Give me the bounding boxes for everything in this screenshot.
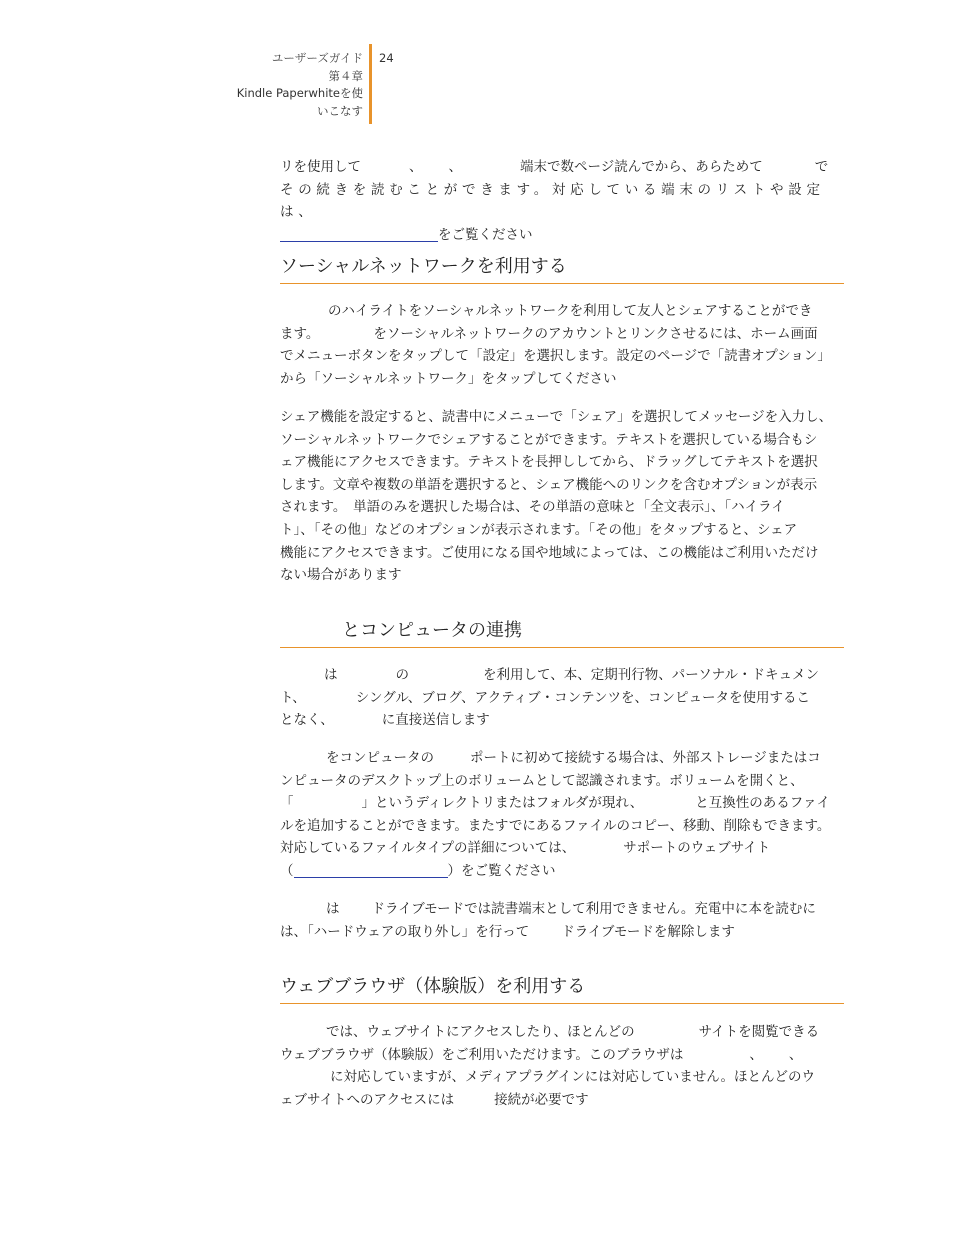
support-hyperlink[interactable] — [294, 863, 448, 878]
text-run: でメニューボタンをタップして「設定」を選択します。設定のページで「読書オプション」 — [280, 348, 831, 365]
text-line — [280, 1021, 844, 1044]
text-run: シングル、ブログ、アクティブ・コンテンツを、コンピュータを使用するこ — [355, 689, 811, 706]
intro-line-3 — [280, 224, 844, 247]
text-run: ます。 — [280, 325, 320, 342]
text-line — [280, 921, 844, 944]
text-line — [280, 709, 844, 732]
text-run: ドライブモードを解除します — [561, 923, 735, 940]
text-line — [280, 898, 844, 921]
intro-line-2 — [280, 179, 844, 224]
text-run: を利用して、本、定期刊行物、パーソナル・ドキュメン — [483, 667, 820, 683]
intro-line-1 — [280, 156, 844, 179]
text-line — [280, 1089, 844, 1112]
text-line — [280, 770, 844, 793]
chapter-title-line2: いこなす — [317, 103, 363, 118]
text-line — [280, 323, 844, 346]
guide-label: ユーザーズガイド — [271, 51, 363, 65]
text-line — [280, 564, 844, 587]
text-line — [280, 519, 844, 542]
section-heading-social: ソーシャルネットワークを利用する — [280, 254, 844, 284]
text-run: ト、 — [280, 689, 306, 706]
section-heading-browser: ウェブブラウザ（体験版）を利用する — [280, 974, 844, 1004]
text-run: のハイライトをソーシャルネットワークを利用して友人とシェアすることができ — [328, 303, 813, 319]
text-line — [280, 747, 844, 770]
text-run: ェア機能にアクセスできます。テキストを長押ししてから、ドラッグしてテキストを選択 — [280, 454, 818, 471]
text-run: 」というディレクトリまたはフォルダが現れ、 — [361, 795, 644, 812]
text-run: で — [814, 159, 829, 175]
text-run: ェブサイトへのアクセスには — [280, 1091, 455, 1108]
text-run: 端末で数ページ読んでから、あらためて — [520, 159, 763, 175]
running-header — [193, 50, 363, 120]
text-run: （ — [280, 862, 294, 879]
text-run: ウェブブラウザ（体験版）をご利用いただけます。このブラウザは — [280, 1046, 684, 1063]
heading-text: とコンピュータの連携 — [342, 620, 522, 641]
text-line — [280, 474, 844, 497]
page-number: 24 — [379, 51, 394, 65]
text-run: の — [395, 667, 409, 683]
text-line — [280, 368, 844, 391]
chapter-title-line1: Kindle Paperwhiteを使 — [236, 86, 363, 100]
text-line — [280, 1044, 844, 1067]
text-run: ）をご覧ください — [447, 862, 556, 879]
text-run: シェア機能を設定すると、読書中にメニューで「シェア」を選択してメッセージを入力し、 — [280, 409, 833, 425]
text-line — [280, 406, 844, 429]
computer-paragraph-3 — [280, 898, 844, 943]
text-run: をコンピュータの — [326, 750, 434, 766]
text-run: では、ウェブサイトにアクセスしたり、ほとんどの — [326, 1024, 635, 1040]
text-run: ない場合があります — [280, 567, 402, 584]
text-run: ソーシャルネットワークでシェアすることができます。テキストを選択している場合もシ — [280, 431, 818, 448]
text-line — [280, 429, 844, 452]
text-run: をご覧ください — [438, 226, 533, 243]
text-run: します。文章や複数の単語を選択すると、シェア機能へのリンクを含むオプションが表示 — [280, 476, 818, 493]
text-run: から「ソーシャルネットワーク」をタップしてください — [280, 370, 617, 387]
text-run: されます。 単語のみを選択した場合は、その単語の意味と「全文表示」、「ハイライ — [280, 499, 785, 516]
text-run: に対応していますが、メディアプラグインには対応していません。ほとんどのウ — [330, 1069, 816, 1086]
text-line — [280, 542, 844, 565]
text-run: サポートのウェブサイト — [623, 840, 771, 857]
text-line — [280, 300, 844, 323]
text-line — [280, 837, 844, 860]
text-run: は、「ハードウェアの取り外し」を行って — [280, 923, 530, 940]
text-run: 、 — [788, 1046, 803, 1063]
section-heading-computer — [280, 618, 844, 648]
computer-paragraph-1 — [280, 664, 844, 732]
hyperlink[interactable] — [280, 227, 438, 242]
text-run: リを使用して — [280, 159, 361, 175]
browser-paragraph-1 — [280, 1021, 844, 1111]
text-run: 接続が必要です — [494, 1091, 589, 1108]
text-run: 「 — [280, 795, 294, 812]
text-run: 機能にアクセスできます。ご使用になる国や地域によっては、この機能はご利用いただけ — [280, 544, 819, 561]
text-line — [280, 1066, 844, 1089]
text-line — [280, 451, 844, 474]
text-run: は — [326, 901, 340, 917]
social-paragraph-1 — [280, 300, 844, 390]
text-line — [280, 687, 844, 710]
text-run: 、 — [448, 159, 462, 175]
computer-paragraph-2 — [280, 747, 844, 883]
header-divider — [369, 44, 372, 124]
text-run: ンピュータのデスクトップ上のボリュームとして認識されます。ボリュームを開くと、 — [280, 772, 804, 789]
intro-paragraph — [280, 156, 844, 246]
text-run: ポートに初めて接続する場合は、外部ストレージまたはコ — [470, 750, 821, 766]
text-run: その続きを読むことができます。対応している端末のリストや設定は、 — [280, 181, 825, 221]
text-run: は — [324, 667, 338, 683]
text-run: 、 — [749, 1046, 763, 1063]
text-line — [280, 496, 844, 519]
text-line — [280, 815, 844, 838]
text-line — [280, 664, 844, 687]
text-run: ドライブモードでは読書端末として利用できません。充電中に本を読むに — [371, 901, 816, 917]
text-run: に直接送信します — [381, 712, 490, 729]
text-line — [280, 345, 844, 368]
text-run: ト」、「その他」などのオプションが表示されます。「その他」をタップすると、シェア — [280, 521, 798, 538]
text-line — [280, 860, 844, 883]
text-line — [280, 792, 844, 815]
text-run: と互換性のあるファイ — [695, 795, 830, 812]
chapter-number: 第４章 — [328, 68, 363, 83]
text-run: 、 — [409, 159, 423, 175]
text-run: 対応しているファイルタイプの詳細については、 — [280, 840, 576, 857]
text-run: サイトを閲覧できる — [698, 1024, 820, 1040]
text-run: ルを追加することができます。またすでにあるファイルのコピー、移動、削除もできます。 — [280, 817, 831, 834]
text-run: となく、 — [280, 712, 334, 729]
text-run: をソーシャルネットワークのアカウントとリンクさせるには、ホーム画面 — [373, 325, 818, 342]
social-paragraph-2 — [280, 406, 844, 587]
